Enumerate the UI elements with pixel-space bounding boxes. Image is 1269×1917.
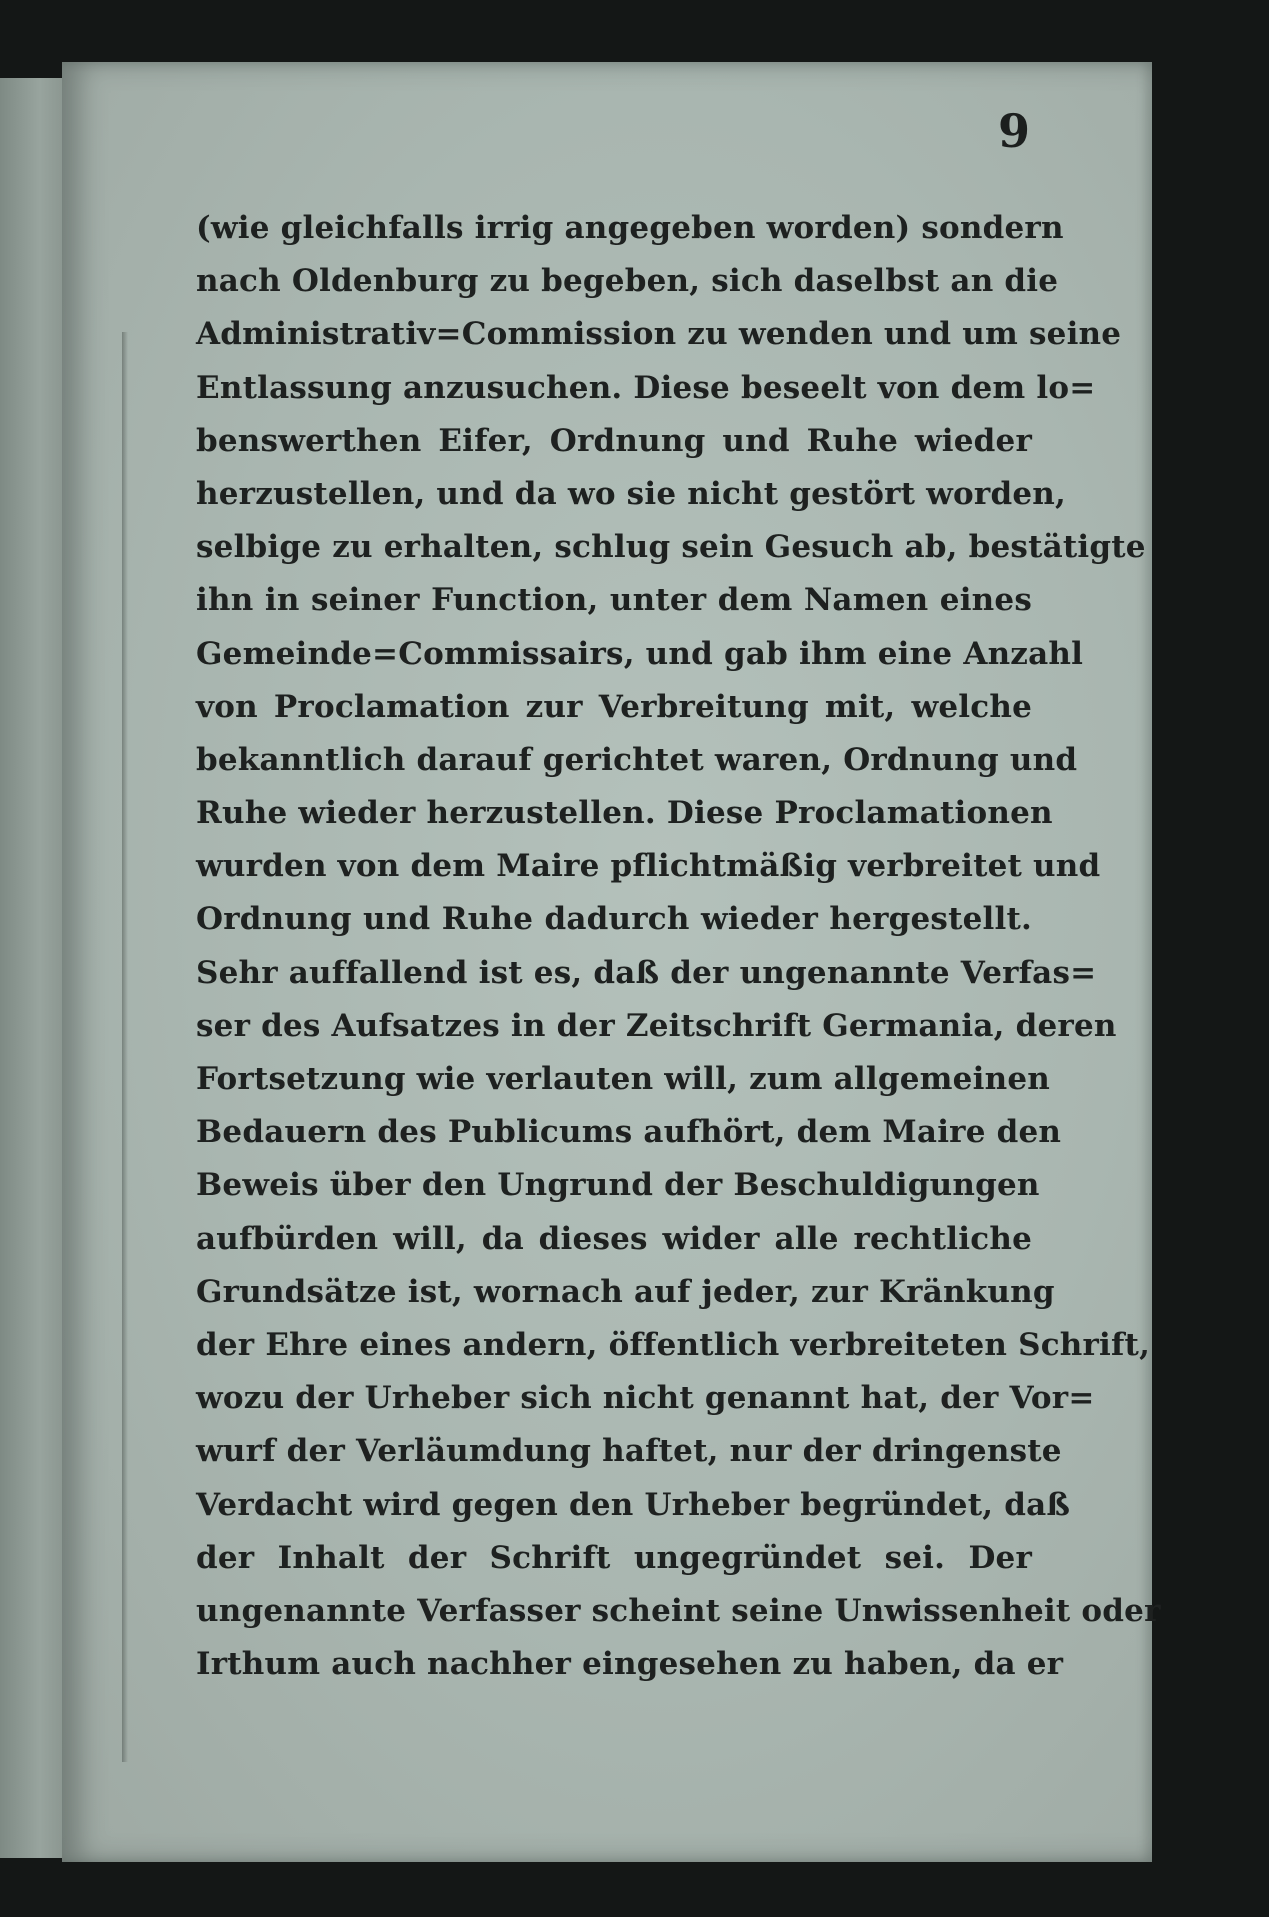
text-line: Sehr auffallend ist es, daß der ungenannte Verfas= [196,954,1097,991]
text-line: Entlassung anzusuchen. Diese beseelt von dem lo= [196,369,1096,406]
text-line: wurden von dem Maire pflichtmäßig verbreitet und [196,848,1101,885]
text-line: herzustellen, und da wo sie nicht gestört worden, [196,475,1066,512]
text-line: Grundsätze ist, wornach auf jeder, zur Kränkung [196,1273,1055,1310]
text-line: Beweis über den Ungrund der Beschuldigungen [196,1167,1040,1204]
text-line: benswerthen Eifer, Ordnung und Ruhe wieder [196,422,1032,459]
text-line: Irthum auch nachher eingesehen zu haben, da er [196,1646,1064,1683]
text-line: ihn in seiner Function, unter dem Namen eines [196,582,1032,619]
body-text [196,202,1161,1691]
text-line: der Ehre eines andern, öffentlich verbreiteten Schrift, [196,1326,1151,1363]
text-line: ser des Aufsatzes in der Zeitschrift Germania, deren [196,1007,1117,1044]
text-line: nach Oldenburg zu begeben, sich daselbst an die [196,263,1059,300]
text-line: aufbürden will, da dieses wider alle rechtliche [196,1220,1032,1257]
page-fold-shadow [122,332,128,1762]
text-line: selbige zu erhalten, schlug sein Gesuch ab, bestätigte [196,529,1146,566]
text-line: wozu der Urheber sich nicht genannt hat, der Vor= [196,1380,1095,1417]
text-line: von Proclamation zur Verbreitung mit, welche [196,688,1032,725]
page-number: 9 [998,104,1031,158]
text-line: Bedauern des Publicums aufhört, dem Maire den [196,1114,1062,1151]
text-line: Fortsetzung wie verlauten will, zum allgemeinen [196,1061,1050,1097]
text-line: bekanntlich darauf gerichtet waren, Ordnung und [196,741,1078,778]
text-line: Ordnung und Ruhe dadurch wieder hergestellt. [196,901,1032,938]
text-line: Gemeinde=Commissairs, und gab ihm eine Anzahl [196,635,1084,672]
text-line: der Inhalt der Schrift ungegründet sei. Der [196,1539,1032,1576]
text-line: Administrativ=Commission zu wenden und um seine [196,316,1122,353]
text-line: Verdacht wird gegen den Urheber begründet, daß [196,1486,1071,1523]
text-line: wurf der Verläumdung haftet, nur der dringenste [196,1433,1062,1470]
facing-page-edge [0,78,66,1858]
text-line: ungenannte Verfasser scheint seine Unwissenheit oder [196,1592,1161,1629]
text-line: Ruhe wieder herzustellen. Diese Proclamationen [196,795,1053,832]
text-line: (wie gleichfalls irrig angegeben worden) sondern [196,210,1064,246]
